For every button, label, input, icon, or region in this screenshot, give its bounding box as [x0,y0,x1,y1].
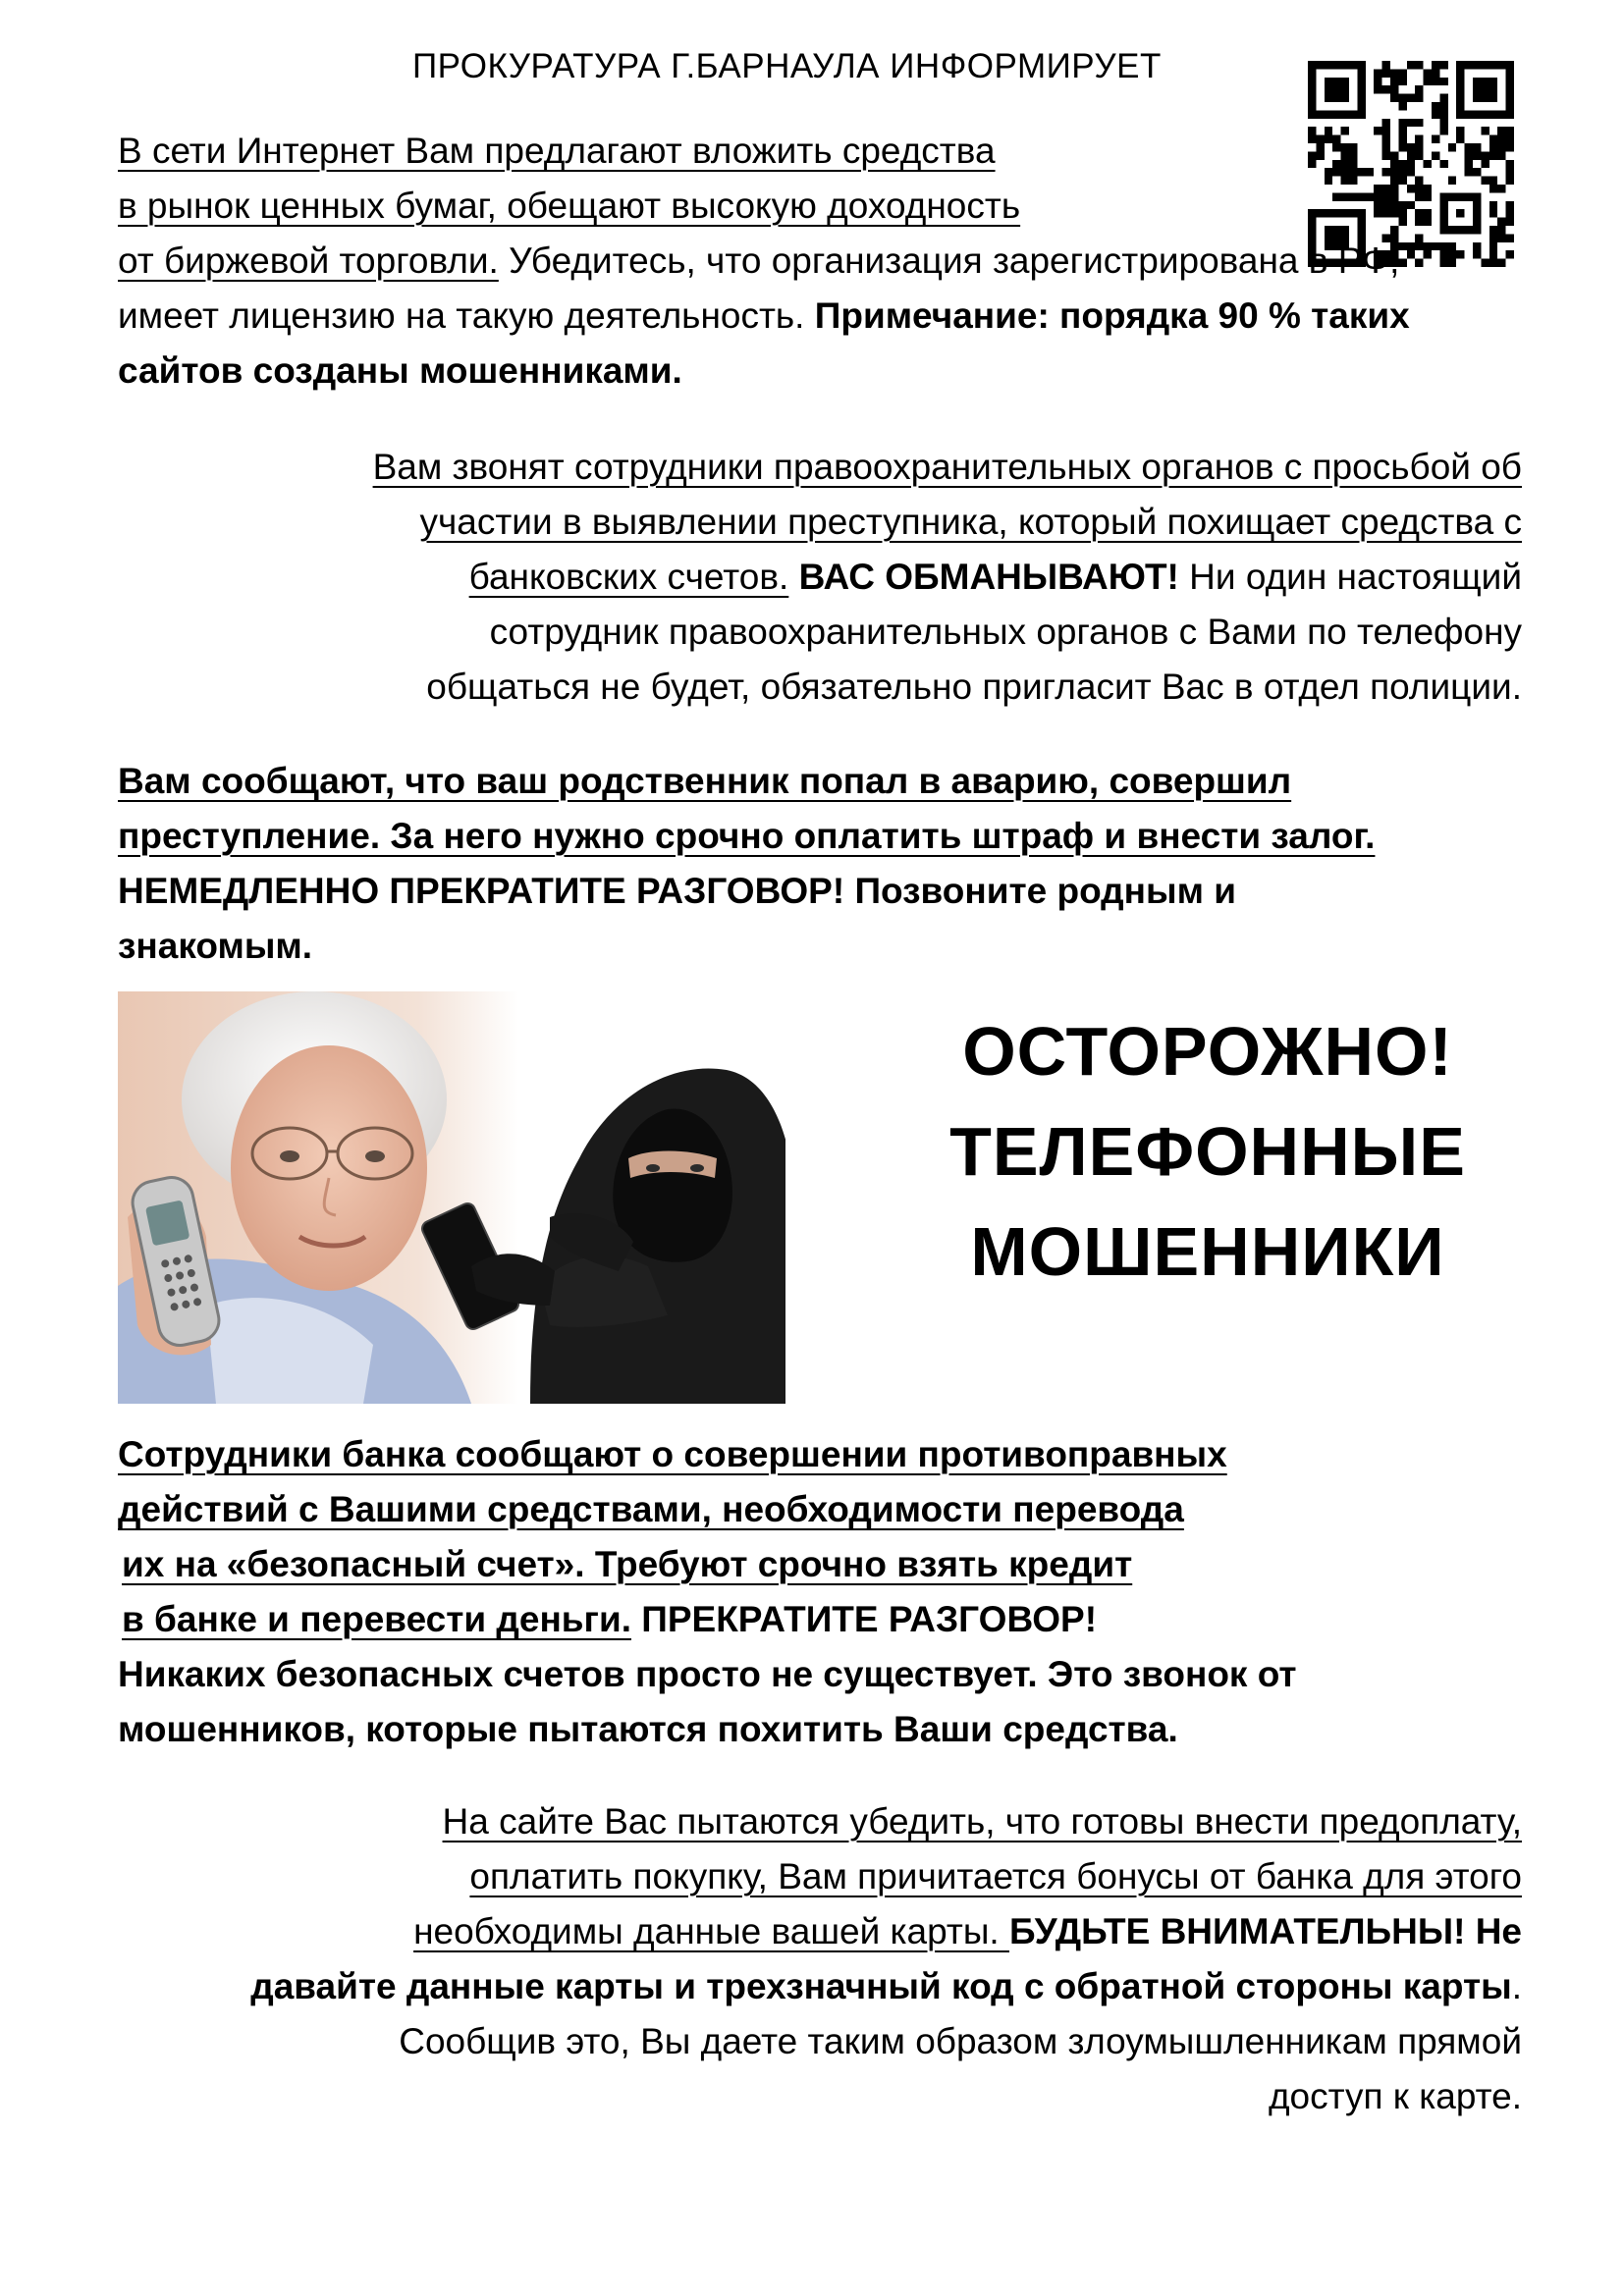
section-police-call-fraud [118,444,1522,728]
text-line: мошенников, которые пытаются похитить Ваши средства. [118,1709,1178,1749]
underlined-text: в банке и перевести деньги. [122,1599,631,1639]
text-line: На сайте Вас пытаются убедить, что готовы внести предоплату, [442,1801,1522,1842]
underlined-text: необходимы данные вашей карты. [413,1911,1009,1951]
text-line: сайтов созданы мошенниками. [118,350,682,391]
underlined-text: от биржевой торговли. [118,240,499,281]
text-line [118,238,1399,285]
text-line: Сотрудники банка сообщают о совершении противоправных [118,1434,1227,1474]
bold-text: ПРЕКРАТИТЕ РАЗГОВОР! [630,1599,1098,1639]
text-line: сотрудник правоохранительных органов с Вами по телефону [489,612,1522,652]
text-line: Вам сообщают, что ваш родственник попал в аварию, совершил [118,761,1292,801]
text-line: действий с Вашими средствами, необходимости перевода [118,1489,1184,1529]
warning-line: ТЕЛЕФОННЫЕ [949,1113,1466,1190]
plain-text: имеет лицензию на такую деятельность. [118,295,815,336]
text-line: участии в выявлении преступника, который похищает средства с [419,502,1522,542]
text-line: Сообщив это, Вы даете таким образом злоумышленникам прямой [399,2021,1522,2061]
text-line: в рынок ценных бумаг, обещают высокую доходность [118,186,1021,226]
text-line: преступление. За него нужно срочно оплатить штраф и внести залог. [118,816,1376,856]
text-line: оплатить покупку, Вам причитается бонусы от банка для этого [469,1856,1522,1896]
text-line: доступ к карте. [1268,2076,1522,2116]
plain-text: . [1511,1966,1522,2006]
text-line: В сети Интернет Вам предлагают вложить средства [118,131,996,171]
bold-text: ВАС ОБМАНЫВАЮТ! [788,557,1179,597]
text-line: НЕМЕДЛЕННО ПРЕКРАТИТЕ РАЗГОВОР! Позвоните родным и [118,871,1237,911]
section-card-data-fraud [118,1798,1522,2152]
text-line: их на «безопасный счет». Требуют срочно взять кредит [122,1544,1133,1584]
text-line [250,1963,1522,2010]
bold-text: БУДЬТЕ ВНИМАТЕЛЬНЫ! Не [1009,1911,1522,1951]
text-line: общаться не будет, обязательно пригласит Вас в отдел полиции. [426,667,1522,707]
warning-line: МОШЕННИКИ [970,1213,1445,1290]
plain-text: Убедитесь, что организация зарегистрирована в РФ, [498,240,1400,281]
underlined-text: банковских счетов. [468,557,789,597]
text-line [469,554,1522,601]
text-line: Никаких безопасных счетов просто не существует. Это звонок от [118,1654,1297,1694]
bold-text: давайте данные карты и трехзначный код с обратной стороны карты [250,1966,1512,2006]
warning-headline [864,1001,1551,1302]
warning-line: ОСТОРОЖНО! [962,1013,1453,1090]
page-header-title: ПРОКУРАТУРА Г.БАРНАУЛА ИНФОРМИРУЕТ [412,47,1162,85]
bold-text: Примечание: порядка 90 % таких [814,295,1410,336]
elderly-woman-and-hooded-scammer-illustration [118,991,785,1404]
text-line [118,293,1410,340]
text-line [413,1908,1522,1955]
text-line [122,1596,1097,1643]
section-investment-fraud [118,128,1522,412]
text-line: знакомым. [118,926,313,966]
section-bank-employee-fraud [118,1431,1522,1765]
text-line: Вам звонят сотрудники правоохранительных органов с просьбой об [372,447,1522,487]
section-relative-accident-fraud [118,758,1522,984]
plain-text: Ни один настоящий [1178,557,1522,597]
